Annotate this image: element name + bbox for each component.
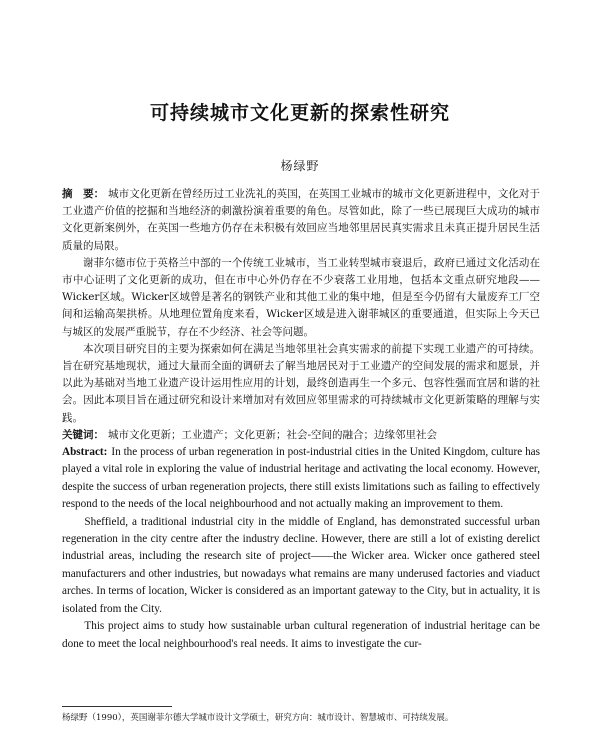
en-abstract-label: Abstract:: [62, 446, 108, 459]
cn-abstract-p2: 谢菲尔德市位于英格兰中部的一个传统工业城市，当工业转型城市衰退后，政府已通过文化活动在市中心证明了文化更新的成功，但在市中心外仍存在不少衰落工业用地，包括本文重点研究地段——Wicker区域。Wicker区域曾是著名的钢铁产业和其他工业的集中地，但是至今仍留有大量废弃工厂空间和运输高架拱桥。从地理位置角度来看，Wicker区域是进入谢菲城区的重要通道，但实际上今天已与城区的发展严重脱节，存在不少经济、社会等问题。: [62, 256, 540, 338]
cn-abstract-label: 摘 要：: [62, 188, 105, 200]
author-name: 杨绿野: [280, 159, 320, 173]
en-abstract-p1: [62, 444, 540, 514]
cn-abstract-p1: [62, 186, 540, 255]
keywords-line: [62, 427, 540, 444]
en-abstract-p2: Sheffield, a traditional industrial city in the middle of England, has demonstrated successful urban regeneration in the city centre after the industry decline. However, there are still a lot of existing derelict industrial areas, including the research site of project——the Wicker area. Wicker once gathered steel manufacturers and other industries, but nowadays what remains are many underused factories and viaduct arches. In terms of location, Wicker is considered as an important gateway to the City, but in actuality, it is isolated from the City.: [62, 515, 540, 615]
author-footnote: 杨绿野（1990），英国谢菲尔德大学城市设计文学硕士，研究方向：城市设计、智慧城市、可持续发展。: [62, 713, 454, 723]
en-abstract-p3: This project aims to study how sustainable urban cultural regeneration of industrial heritage can be done to meet the local neighbourhood's real needs. It aims to investigate the cur-: [62, 620, 540, 650]
keywords-text: 城市文化更新；工业遗产；文化更新；社会-空间的融合；边缘邻里社会: [108, 428, 438, 441]
keywords-label: 关键词：: [62, 428, 104, 441]
en-abstract-text-1: In the process of urban regeneration in post-industrial cities in the United Kingdom, culture has played a vital role in exploring the value of industrial heritage and activating the local economy. However, despite the success of urban regeneration projects, there still exists limitations such as failing to effectively respond to the needs of the local neighbourhood and not actually making an improvement to them.: [62, 446, 540, 511]
cn-abstract-text-1: 城市文化更新在曾经历过工业洗礼的英国，在英国工业城市的城市文化更新进程中，文化对于工业遗产价值的挖掘和当地经济的刺激扮演着重要的角色。尽管如此，除了一些已展现巨大成功的城市文化更新案例外，在英国一些地方仍存在未积极有效回应当地邻里居民真实需求且未真正提升居民生活质量的局限。: [62, 188, 541, 252]
cn-abstract-p3: 本次项目研究目的主要为探索如何在满足当地邻里社会真实需求的前提下实现工业遗产的可持续。旨在研究基地现状，通过大量而全面的调研去了解当地居民对于工业遗产的空间发展的需求和愿景，并以此为基础对当地工业遗产设计运用性应用的计划，最终创造再生一个多元、包容性强而宜居和谐的社会。因此本项目旨在通过研究和设计来增加对有效回应邻里需求的可持续城市文化更新策略的理解与实践。: [62, 342, 540, 424]
paper-title: 可持续城市文化更新的探索性研究: [149, 102, 450, 124]
footnote-divider: [62, 706, 172, 707]
abstract-body: [62, 186, 540, 653]
